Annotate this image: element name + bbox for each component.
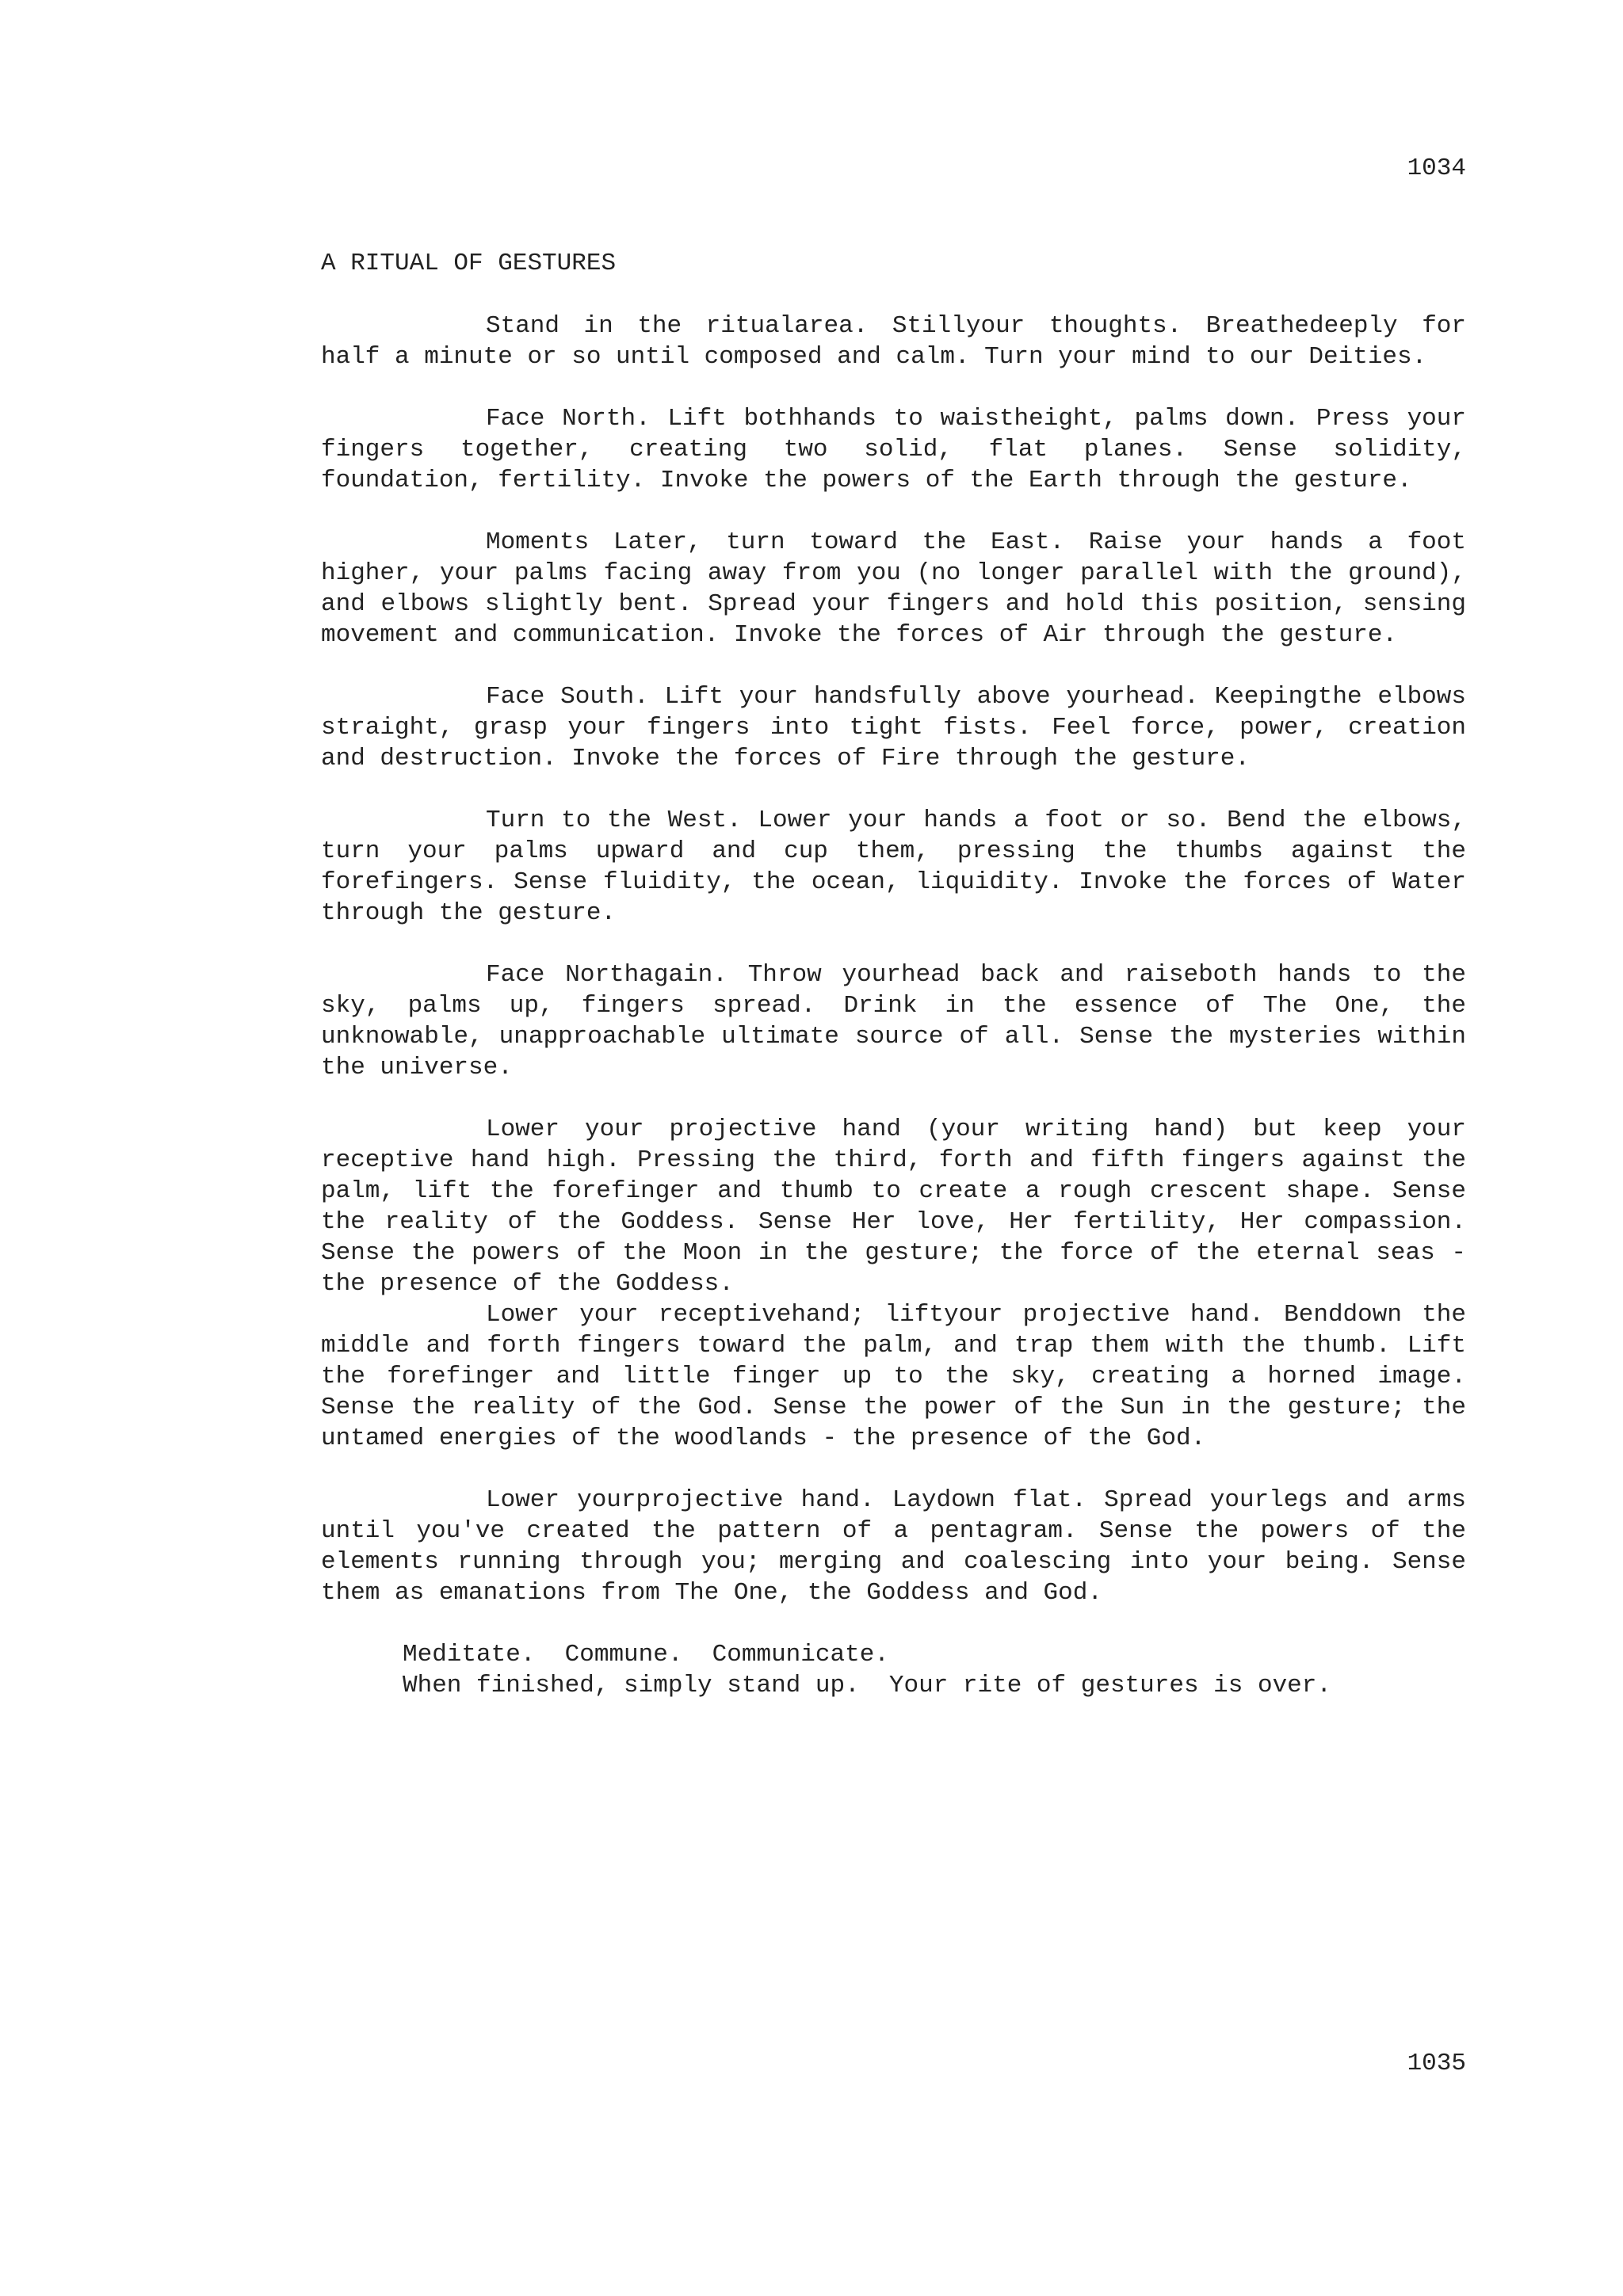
paragraph-south: Face South. Lift your handsfully above yourhead. Keepingthe elbows straight, grasp your fingers into tight fists. Feel force, power, creation and destruction. Invoke the forces of Fire through the gesture.	[321, 683, 1466, 772]
paragraph-west: Turn to the West. Lower your hands a foot or so. Bend the elbows, turn your palms upward and cup them, pressing the thumbs against the forefingers. Sense fluidity, the ocean, liquidity. Invoke the forces of Water through the gesture.	[321, 807, 1466, 927]
document-body	[321, 311, 1466, 1701]
page-number-top: 1034	[1407, 154, 1466, 182]
page-title: A RITUAL OF GESTURES	[321, 250, 617, 277]
paragraph-goddess: Lower your projective hand (your writing hand) but keep your receptive hand high. Pressing the third, forth and fifth fingers against the palm, lift the forefinger and thumb to create a rough crescent shape. Sense the reality of the Goddess. Sense Her love, Her fertility, Her compassion. Sense the powers of the Moon in the gesture; the force of the eternal seas - the presence of the Goddess.	[321, 1116, 1466, 1298]
closing-line-finished: When finished, simply stand up. Your rite of gestures is over.	[403, 1672, 1331, 1699]
paragraph-stand: Stand in the ritualarea. Stillyour thoughts. Breathedeeply for half a minute or so until composed and calm. Turn your mind to our Deities.	[321, 312, 1466, 371]
paragraph-north-again: Face Northagain. Throw yourhead back and raiseboth hands to the sky, palms up, fingers spread. Drink in the essence of The One, the unknowable, unapproachable ultimate source of all. Sense the mysteries within the universe.	[321, 961, 1466, 1081]
paragraph-east: Moments Later, turn toward the East. Raise your hands a foot higher, your palms facing away from you (no longer parallel with the ground), and elbows slightly bent. Spread your fingers and hold this position, sensing movement and communication. Invoke the forces of Air through the gesture.	[321, 528, 1466, 649]
paragraph-god: Lower your receptivehand; liftyour projective hand. Benddown the middle and forth fingers toward the palm, and trap them with the thumb. Lift the forefinger and little finger up to the sky, creating a horned image. Sense the reality of the God. Sense the power of the Sun in the gesture; the untamed energies of the woodlands - the presence of the God.	[321, 1301, 1466, 1452]
page-number-bottom: 1035	[1407, 2050, 1466, 2077]
closing-line-meditate: Meditate. Commune. Communicate.	[403, 1641, 889, 1669]
paragraph-pentagram: Lower yourprojective hand. Laydown flat. Spread yourlegs and arms until you've created the pattern of a pentagram. Sense the powers of the elements running through you; merging and coalescing into your being. Sense them as emanations from The One, the Goddess and God.	[321, 1486, 1466, 1607]
paragraph-north: Face North. Lift bothhands to waistheight, palms down. Press your fingers together, creating two solid, flat planes. Sense solidity, foundation, fertility. Invoke the powers of the Earth through the gesture.	[321, 405, 1466, 494]
